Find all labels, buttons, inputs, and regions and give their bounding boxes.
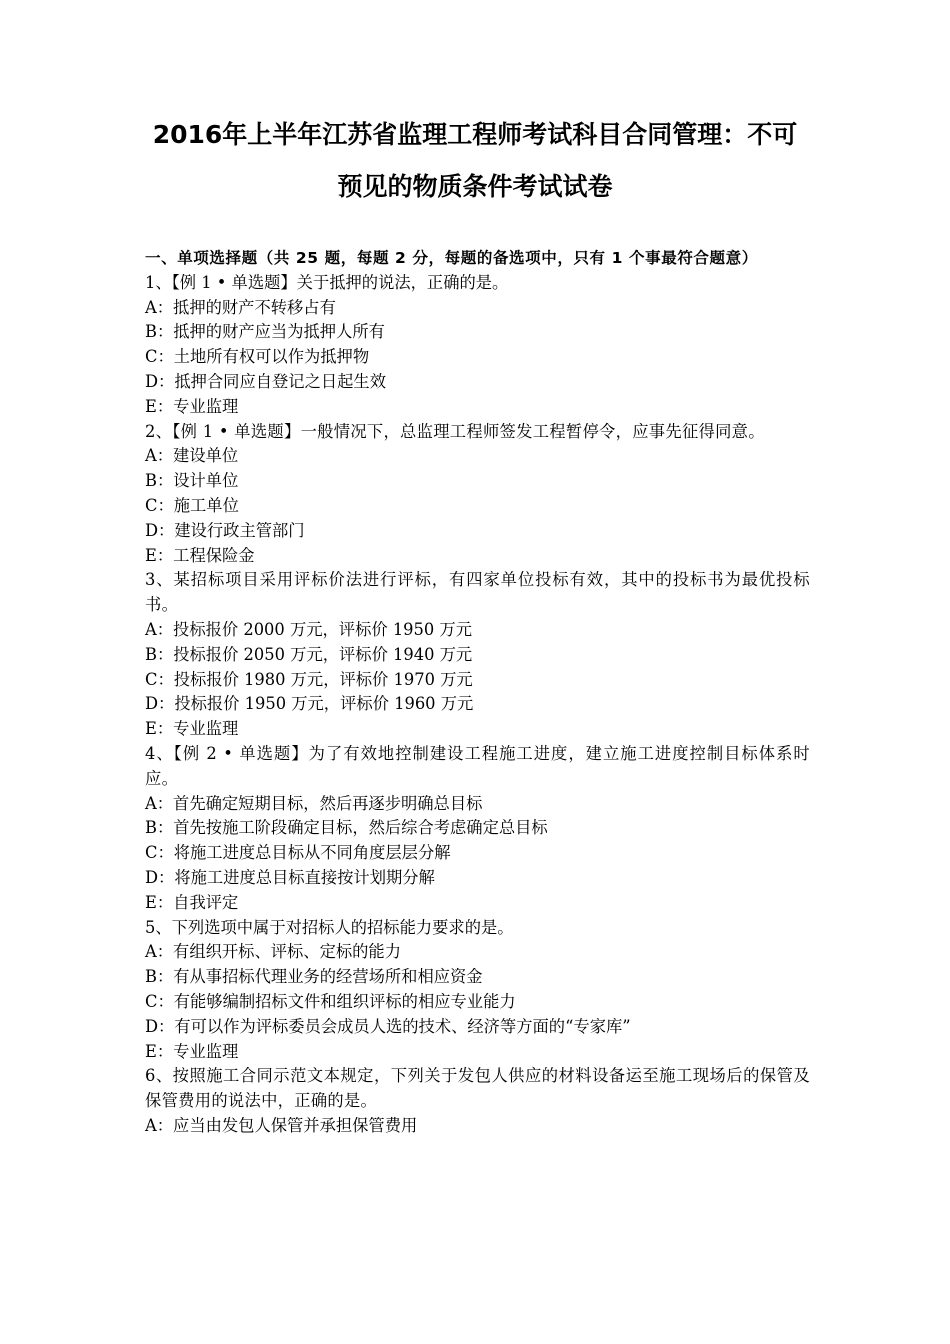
- question-option: C：土地所有权可以作为抵押物: [145, 347, 370, 367]
- question-stem: 6、按照施工合同示范文本规定，下列关于发包人供应的材料设备运至施工现场后的保管及保管费用的说法中，正确的是。: [145, 1066, 810, 1111]
- question-option: C：有能够编制招标文件和组织评标的相应专业能力: [145, 991, 516, 1011]
- document-title-line-1: 2016年上半年江苏省监理工程师考试科目合同管理：不可: [152, 120, 798, 149]
- question-option: D：投标报价 1950 万元，评标价 1960 万元: [145, 694, 474, 714]
- question-stem: 4、【例 2 • 单选题】为了有效地控制建设工程施工进度，建立施工进度控制目标体系时应。: [145, 743, 810, 788]
- document-body: [145, 246, 810, 1139]
- question-option: D：建设行政主管部门: [145, 520, 305, 540]
- question-option: A：建设单位: [145, 446, 239, 466]
- question-option: D：抵押合同应自登记之日起生效: [145, 371, 386, 391]
- question-option: A：投标报价 2000 万元，评标价 1950 万元: [145, 619, 472, 639]
- question-option: B：设计单位: [145, 471, 239, 491]
- question-option: E：专业监理: [145, 1041, 239, 1061]
- section-heading: 一、单项选择题（共 25 题，每题 2 分，每题的备选项中，只有 1 个事最符合题意）: [145, 249, 758, 267]
- question-option: E：专业监理: [145, 396, 239, 416]
- question-option: C：将施工进度总目标从不同角度层层分解: [145, 843, 451, 863]
- question-option: D：将施工进度总目标直接按计划期分解: [145, 867, 435, 887]
- question-option: A：抵押的财产不转移占有: [145, 297, 336, 317]
- document-title-line-2: 预见的物质条件考试试卷: [337, 172, 613, 201]
- question-stem: 2、【例 1 • 单选题】一般情况下，总监理工程师签发工程暂停令，应事先征得同意。: [145, 421, 765, 441]
- question-option: A：有组织开标、评标、定标的能力: [145, 942, 401, 962]
- question-option: B：投标报价 2050 万元，评标价 1940 万元: [145, 644, 473, 664]
- question-option: D：有可以作为评标委员会成员人选的技术、经济等方面的“专家库”: [145, 1016, 631, 1036]
- question-option: B：有从事招标代理业务的经营场所和相应资金: [145, 967, 483, 987]
- question-option: E：自我评定: [145, 892, 239, 912]
- question-option: B：首先按施工阶段确定目标，然后综合考虑确定总目标: [145, 818, 548, 838]
- question-option: A：应当由发包人保管并承担保管费用: [145, 1115, 418, 1135]
- question-option: C：施工单位: [145, 495, 239, 515]
- question-option: E：专业监理: [145, 719, 239, 739]
- question-option: E：工程保险金: [145, 545, 255, 565]
- question-stem: 1、【例 1 • 单选题】关于抵押的说法，正确的是。: [145, 272, 509, 292]
- question-option: B：抵押的财产应当为抵押人所有: [145, 322, 385, 342]
- question-option: A：首先确定短期目标，然后再逐步明确总目标: [145, 793, 483, 813]
- question-option: C：投标报价 1980 万元，评标价 1970 万元: [145, 669, 473, 689]
- question-stem: 5、下列选项中属于对招标人的招标能力要求的是。: [145, 917, 514, 937]
- question-stem: 3、某招标项目采用评标价法进行评标，有四家单位投标有效，其中的投标书为最优投标书。: [145, 570, 810, 615]
